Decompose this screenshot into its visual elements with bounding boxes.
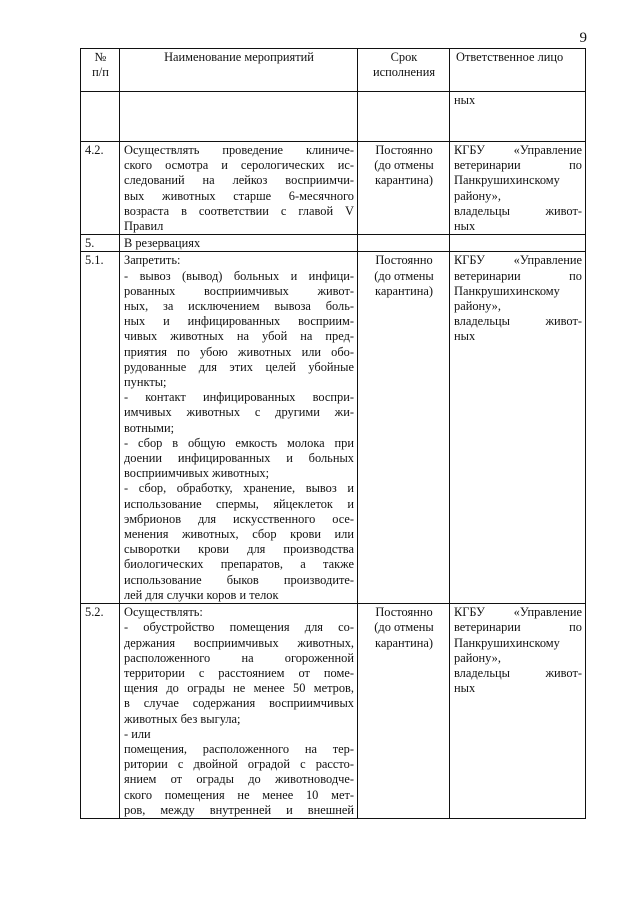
term-line: карантина) bbox=[375, 283, 433, 298]
name-line: следований на лейкоз восприимчи- bbox=[124, 173, 354, 188]
cell-responsible bbox=[450, 142, 586, 235]
name-line: - обустройство помещения для со- bbox=[124, 620, 354, 635]
cell-term bbox=[358, 252, 450, 604]
responsible-line: Панкрушихинскому bbox=[454, 635, 560, 650]
name-line: ского осмотра и серологических ис- bbox=[124, 158, 354, 173]
responsible-line: ных bbox=[454, 329, 476, 344]
name-line: Запретить: bbox=[124, 253, 181, 268]
responsible-line: ветеринарии по bbox=[454, 268, 582, 283]
name-line: сыворотки крови для производства bbox=[124, 542, 354, 557]
name-line: ского помещения не менее 10 мет- bbox=[124, 787, 354, 802]
responsible-line: району», bbox=[454, 650, 501, 665]
name-line: Осуществлять проведение клиниче- bbox=[124, 143, 354, 157]
responsible-line: ветеринарии по bbox=[454, 158, 582, 173]
page-number: 9 bbox=[579, 30, 587, 46]
cell-term bbox=[358, 235, 450, 252]
term-line: Постоянно bbox=[375, 253, 433, 268]
name-line: - контакт инфицированных воспри- bbox=[124, 390, 354, 405]
responsible-line: ветеринарии по bbox=[454, 620, 582, 635]
header-responsible-label: Ответственное лицо bbox=[456, 50, 564, 64]
cell-term bbox=[358, 142, 450, 235]
header-name bbox=[120, 49, 358, 92]
responsible-line: КГБУ «Управление bbox=[454, 605, 582, 620]
name-line: использование спермы, яйцеклеток и bbox=[124, 496, 354, 511]
table-row-5-section bbox=[81, 235, 586, 252]
header-number-line: п/п bbox=[92, 65, 109, 80]
name-line: территории с расстоянием от поме- bbox=[124, 665, 354, 680]
name-line: рованных восприимчивых живот- bbox=[124, 283, 354, 298]
name-line: держания восприимчивых животных, bbox=[124, 635, 354, 650]
name-line: Правил bbox=[124, 219, 164, 234]
header-name-label: Наименование мероприятий bbox=[164, 50, 314, 64]
name-line: ных, за исключением вывоза боль- bbox=[124, 299, 354, 314]
name-line: менения животных, сбор крови или bbox=[124, 527, 354, 542]
name-line: имчивых животных с другими жи- bbox=[124, 405, 354, 420]
cell-section-title: В резервациях bbox=[120, 235, 358, 252]
header-term-line: Срок bbox=[390, 50, 418, 64]
name-line: в случае содержания восприимчивых bbox=[124, 696, 354, 711]
name-line: янием от ограды до животноводче- bbox=[124, 772, 354, 787]
name-line: животных без выгула; bbox=[124, 711, 241, 726]
cell-name bbox=[120, 92, 358, 142]
responsible-line: КГБУ «Управление bbox=[454, 253, 582, 268]
responsible-line: ных bbox=[454, 93, 476, 107]
term-line: Постоянно bbox=[375, 605, 433, 620]
name-line: пункты; bbox=[124, 375, 167, 390]
table-row-5-2 bbox=[81, 604, 586, 819]
term-line: (до отмены bbox=[374, 268, 434, 283]
header-number-line: № bbox=[94, 50, 107, 64]
header-number bbox=[81, 49, 120, 92]
table-row-5-1 bbox=[81, 252, 586, 604]
cell-number: 5.1. bbox=[81, 252, 120, 604]
name-line: ритории с двойной оградой с рассто- bbox=[124, 757, 354, 772]
name-line: ных и инфицированных восприим- bbox=[124, 314, 354, 329]
cell-responsible bbox=[450, 604, 586, 819]
cell-responsible bbox=[450, 92, 586, 142]
name-line: приятия по убою животных или обо- bbox=[124, 344, 354, 359]
responsible-line: ных bbox=[454, 681, 476, 696]
name-line: вых животных старше 6-месячного bbox=[124, 188, 354, 203]
name-line: расположенного на огороженной bbox=[124, 650, 354, 665]
cell-responsible bbox=[450, 252, 586, 604]
header-term-line: исполнения bbox=[372, 65, 436, 80]
name-line: Осуществлять: bbox=[124, 605, 203, 620]
responsible-line: Панкрушихинскому bbox=[454, 173, 560, 188]
responsible-line: району», bbox=[454, 299, 501, 314]
cell-name bbox=[120, 252, 358, 604]
name-line: - сбор, обработку, хранение, вывоз и bbox=[124, 481, 354, 496]
header-term bbox=[358, 49, 450, 92]
table-row-4-2 bbox=[81, 142, 586, 235]
header-responsible bbox=[450, 49, 586, 92]
name-line: - сбор в общую емкость молока при bbox=[124, 435, 354, 450]
name-line: эмбрионов для искусственного осе- bbox=[124, 511, 354, 526]
responsible-line: КГБУ «Управление bbox=[454, 143, 582, 157]
name-line: использование быков производите- bbox=[124, 572, 354, 587]
name-line: возраста в соответствии с главой V bbox=[124, 203, 354, 218]
name-line: биологических препаратов, а также bbox=[124, 557, 354, 572]
responsible-line: ных bbox=[454, 219, 476, 234]
cell-term bbox=[358, 92, 450, 142]
name-line: доении инфицированных и больных bbox=[124, 451, 354, 466]
cell-number: 4.2. bbox=[81, 142, 120, 235]
term-line: (до отмены bbox=[374, 158, 434, 173]
name-line: помещения, расположенного на тер- bbox=[124, 741, 354, 756]
name-line: чивых животных на убой на пред- bbox=[124, 329, 354, 344]
term-line: карантина) bbox=[375, 173, 433, 188]
cell-number: 5.2. bbox=[81, 604, 120, 819]
cell-number: 5. bbox=[81, 235, 120, 252]
table-row-continuation bbox=[81, 92, 586, 142]
term-line: (до отмены bbox=[374, 620, 434, 635]
name-line: - вывоз (вывод) больных и инфици- bbox=[124, 268, 354, 283]
table-header-row bbox=[81, 49, 586, 92]
term-line: Постоянно bbox=[375, 143, 433, 157]
cell-term bbox=[358, 604, 450, 819]
responsible-line: владельцы живот- bbox=[454, 314, 582, 329]
responsible-line: владельцы живот- bbox=[454, 203, 582, 218]
measures-table bbox=[80, 48, 586, 819]
name-line: щения до ограды не менее 50 метров, bbox=[124, 681, 354, 696]
name-line: ров, между внутренней и внешней bbox=[124, 802, 354, 817]
name-line: восприимчивых животных; bbox=[124, 466, 270, 481]
cell-number bbox=[81, 92, 120, 142]
cell-name bbox=[120, 604, 358, 819]
responsible-line: району», bbox=[454, 188, 501, 203]
name-line: лей для случки коров и телок bbox=[124, 587, 279, 602]
cell-responsible bbox=[450, 235, 586, 252]
name-line: - или bbox=[124, 726, 151, 741]
cell-name bbox=[120, 142, 358, 235]
term-line: карантина) bbox=[375, 635, 433, 650]
name-line: рудованные для этих целей убойные bbox=[124, 359, 354, 374]
responsible-line: владельцы живот- bbox=[454, 665, 582, 680]
responsible-line: Панкрушихинскому bbox=[454, 283, 560, 298]
name-line: вотными; bbox=[124, 420, 175, 435]
